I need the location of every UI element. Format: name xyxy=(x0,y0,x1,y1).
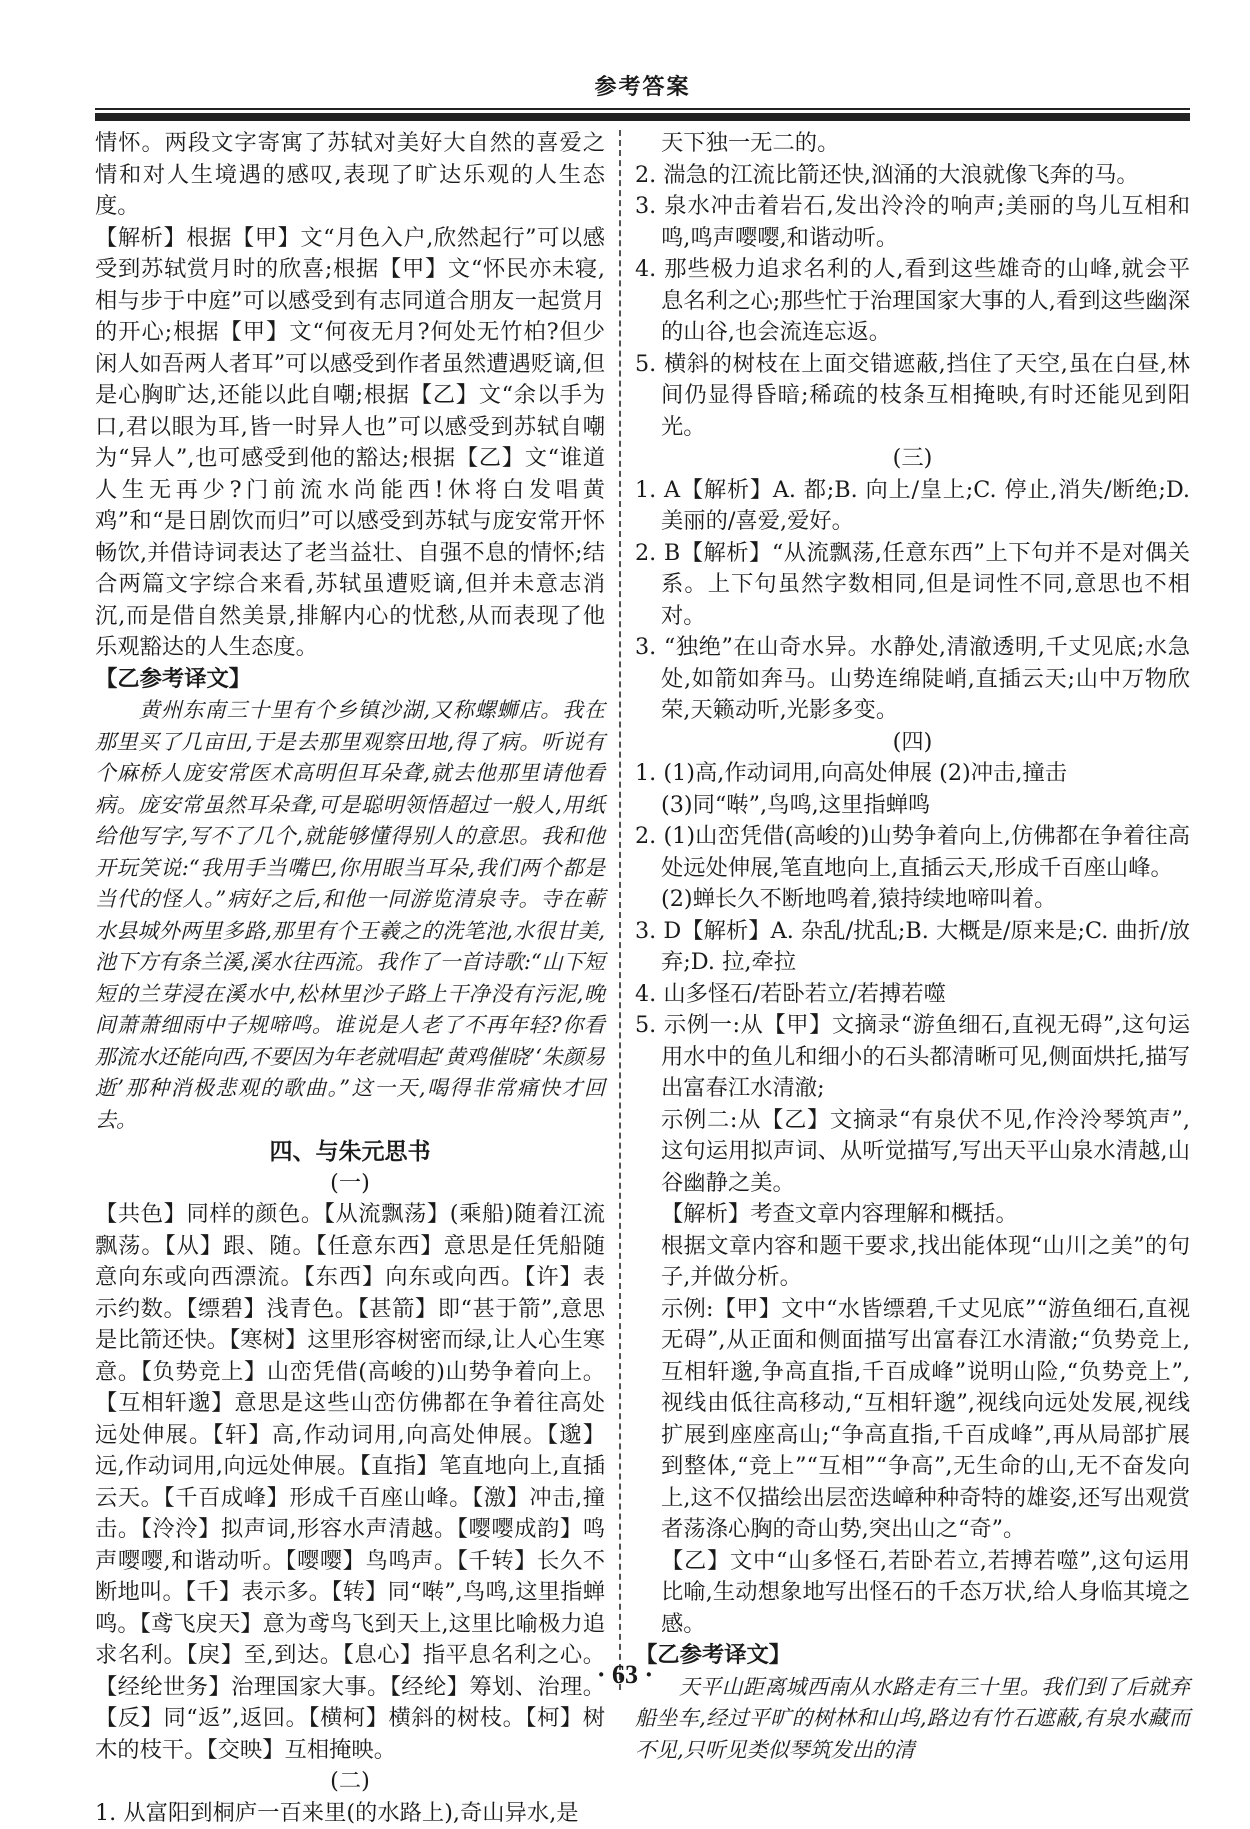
answer-item: 1. A【解析】A. 都;B. 向上/皇上;C. 停止,消失/断绝;D. 美丽的/喜爱,爱好。 xyxy=(635,475,1190,538)
header-title: 参考答案 xyxy=(594,75,690,100)
glossary-paragraph: 【共色】同样的颜色。【从流飘荡】(乘船)随着江流飘荡。【从】跟、随。【任意东西】意思是任凭船随意向东或向西漂流。【东西】向东或向西。【许】表示约数。【缥碧】浅青色。【甚箭】即“甚于箭”,意思是比箭还快。【寒树】这里形容树密而绿,让人心生寒意。【负势竞上】山峦凭借(高峻的)山势争着向上。【互相轩邈】意思是这些山峦仿佛都在争着往高处远处伸展。【轩】高,作动词用,向高处伸展。【邈】远,作动词用,向远处伸展。【直指】笔直地向上,直插云天。【千百成峰】形成千百座山峰。【激】冲击,撞击。【泠泠】拟声词,形容水声清越。【嘤嘤成韵】鸣声嘤嘤,和谐动听。【嘤嘤】鸟鸣声。【千转】长久不断地叫。【千】表示多。【转】同“啭”,鸟鸣,这里指蝉鸣。【鸢飞戾天】意为鸢鸟飞到天上,这里比喻极力追求名利。【戾】至,到达。【息心】指平息名利之心。【经纶世务】治理国家大事。【经纶】筹划、治理。【反】同“返”,返回。【横柯】横斜的树枝。【柯】树木的枝干。【交映】互相掩映。 xyxy=(95,1199,605,1766)
answer-item: 3. 泉水冲击着岩石,发出泠泠的响声;美丽的鸟儿互相和鸣,鸣声嘤嘤,和谐动听。 xyxy=(635,191,1190,254)
answer-item: 4. 那些极力追求名利的人,看到这些雄奇的山峰,就会平息名利之心;那些忙于治理国家大事的人,看到这些幽深的山谷,也会流连忘返。 xyxy=(635,254,1190,349)
subsection-2-label: (二) xyxy=(95,1766,605,1798)
subsection-3-label: (三) xyxy=(635,443,1190,475)
reference-translation-heading: 【乙参考译文】 xyxy=(635,1640,1190,1672)
answer-item-continuation: (2)蝉长久不断地鸣着,猿持续地啼叫着。 xyxy=(635,884,1190,916)
analysis-example: 【乙】文中“山多怪石,若卧若立,若搏若噬”,这句运用比喻,生动想象地写出怪石的千态万状,给人身临其境之感。 xyxy=(635,1546,1190,1641)
answer-item: 4. 山多怪石/若卧若立/若搏若噬 xyxy=(635,979,1190,1011)
analysis-example: 示例:【甲】文中“水皆缥碧,千丈见底”“游鱼细石,直视无碍”,从正面和侧面描写出富春江水清澈;“负势竞上,互相轩邈,争高直指,千百成峰”说明山险,“负势竞上”,视线由低往高移动,“互相轩邈”,视线向远处发展,视线扩展到座座高山;“争高直指,千百成峰”,再从局部扩展到整体,“竞上”“互相”“争高”,无生命的山,无不奋发向上,这不仅描绘出层峦迭嶂种种奇特的雄姿,还写出观赏者荡涤心胸的奇山势,突出山之“奇”。 xyxy=(635,1294,1190,1546)
answer-item: 5. 横斜的树枝在上面交错遮蔽,挡住了天空,虽在白昼,林间仍显得昏暗;稀疏的枝条互相掩映,有时还能见到阳光。 xyxy=(635,349,1190,444)
answer-item: 3. “独绝”在山奇水异。水静处,清澈透明,千丈见底;水急处,如箭如奔马。山势连绵陡峭,直插云天;山中万物欣荣,天籁动听,光影多变。 xyxy=(635,632,1190,727)
answer-item: 2. B【解析】“从流飘荡,任意东西”上下句并不是对偶关系。上下句虽然字数相同,但是词性不同,意思也不相对。 xyxy=(635,538,1190,633)
answer-item: 2. 湍急的江流比箭还快,汹涌的大浪就像飞奔的马。 xyxy=(635,160,1190,192)
right-column xyxy=(635,128,1190,1766)
analysis-paragraph: 【解析】根据【甲】文“月色入户,欣然起行”可以感受到苏轼赏月时的欣喜;根据【甲】文“怀民亦未寝,相与步于中庭”可以感受到有志同道合朋友一起赏月的开心;根据【甲】文“何夜无月?何处无竹柏?但少闲人如吾两人者耳”可以感受到作者虽然遭遇贬谪,但是心胸旷达,还能以此自嘲;根据【乙】文“余以手为口,君以眼为耳,皆一时异人也”可以感受到苏轼自嘲为“异人”,也可感受到他的豁达;根据【乙】文“谁道人生无再少?门前流水尚能西!休将白发唱黄鸡”和“是日剧饮而归”可以感受到苏轼与庞安常开怀畅饮,并借诗词表达了老当益壮、自强不息的情怀;结合两篇文字综合来看,苏轼虽遭贬谪,但并未意志消沉,而是借自然美景,排解内心的忧愁,从而表现了他乐观豁达的人生态度。 xyxy=(95,223,605,664)
answer-item: 2. (1)山峦凭借(高峻的)山势争着向上,仿佛都在争着往高处远处伸展,笔直地向上,直插云天,形成千百座山峰。 xyxy=(635,821,1190,884)
header-rule-thick xyxy=(95,113,1190,121)
reference-translation-heading: 【乙参考译文】 xyxy=(95,664,605,696)
column-divider xyxy=(619,130,621,1690)
left-column xyxy=(95,128,605,1829)
answer-item-continuation: 示例二:从【乙】文摘录“有泉伏不见,作泠泠琴筑声”,这句运用拟声词、从听觉描写,写出天平山泉水清越,山谷幽静之美。 xyxy=(635,1105,1190,1200)
continued-paragraph: 情怀。两段文字寄寓了苏轼对美好大自然的喜爱之情和对人生境遇的感叹,表现了旷达乐观的人生态度。 xyxy=(95,128,605,223)
page-number: · 63 · xyxy=(0,1660,1250,1690)
answer-item-continuation: (3)同“啭”,鸟鸣,这里指蝉鸣 xyxy=(635,790,1190,822)
reference-translation-text: 黄州东南三十里有个乡镇沙湖,又称螺蛳店。我在那里买了几亩田,于是去那里观察田地,得了病。听说有个麻桥人庞安常医术高明但耳朵聋,就去他那里请他看病。庞安常虽然耳朵聋,可是聪明领悟超过一般人,用纸给他写字,写不了几个,就能够懂得别人的意思。我和他开玩笑说:“我用手当嘴巴,你用眼当耳朵,我们两个都是当代的怪人。”病好之后,和他一同游览清泉寺。寺在蕲水县城外两里多路,那里有个王羲之的洗笔池,水很甘美,池下方有条兰溪,溪水往西流。我作了一首诗歌:“山下短短的兰芽浸在溪水中,松林里沙子路上干净没有污泥,晚间萧萧细雨中子规啼鸣。谁说是人老了不再年轻?你看那流水还能向西,不要因为年老就唱起‘黄鸡催晓’‘朱颜易逝’那种消极悲观的歌曲。”这一天,喝得非常痛快才回去。 xyxy=(95,695,605,1136)
answer-item: 1. 从富阳到桐庐一百来里(的水路上),奇山异水,是 xyxy=(95,1798,605,1829)
subsection-1-label: (一) xyxy=(95,1168,605,1200)
answer-item: 5. 示例一:从【甲】文摘录“游鱼细石,直视无碍”,这句运用水中的鱼儿和细小的石头都清晰可见,侧面烘托,描写出富春江水清澈; xyxy=(635,1010,1190,1105)
analysis-label: 【解析】考查文章内容理解和概括。 xyxy=(635,1199,1190,1231)
reference-translation-text: 天平山距离城西南从水路走有三十里。我们到了后就弃船坐车,经过平旷的树林和山坞,路边有竹石遮蔽,有泉水藏而不见,只听见类似琴筑发出的清 xyxy=(635,1672,1190,1767)
continued-answer: 天下独一无二的。 xyxy=(635,128,1190,160)
analysis-text: 根据文章内容和题干要求,找出能体现“山川之美”的句子,并做分析。 xyxy=(635,1231,1190,1294)
answer-item: 3. D【解析】A. 杂乱/扰乱;B. 大概是/原来是;C. 曲折/放弃;D. 拉,牵拉 xyxy=(635,916,1190,979)
answer-item: 1. (1)高,作动词用,向高处伸展 (2)冲击,撞击 xyxy=(635,758,1190,790)
page-header xyxy=(95,68,1190,108)
section-title: 四、与朱元思书 xyxy=(95,1136,605,1168)
subsection-4-label: (四) xyxy=(635,727,1190,759)
header-rule-thin xyxy=(95,108,1190,110)
